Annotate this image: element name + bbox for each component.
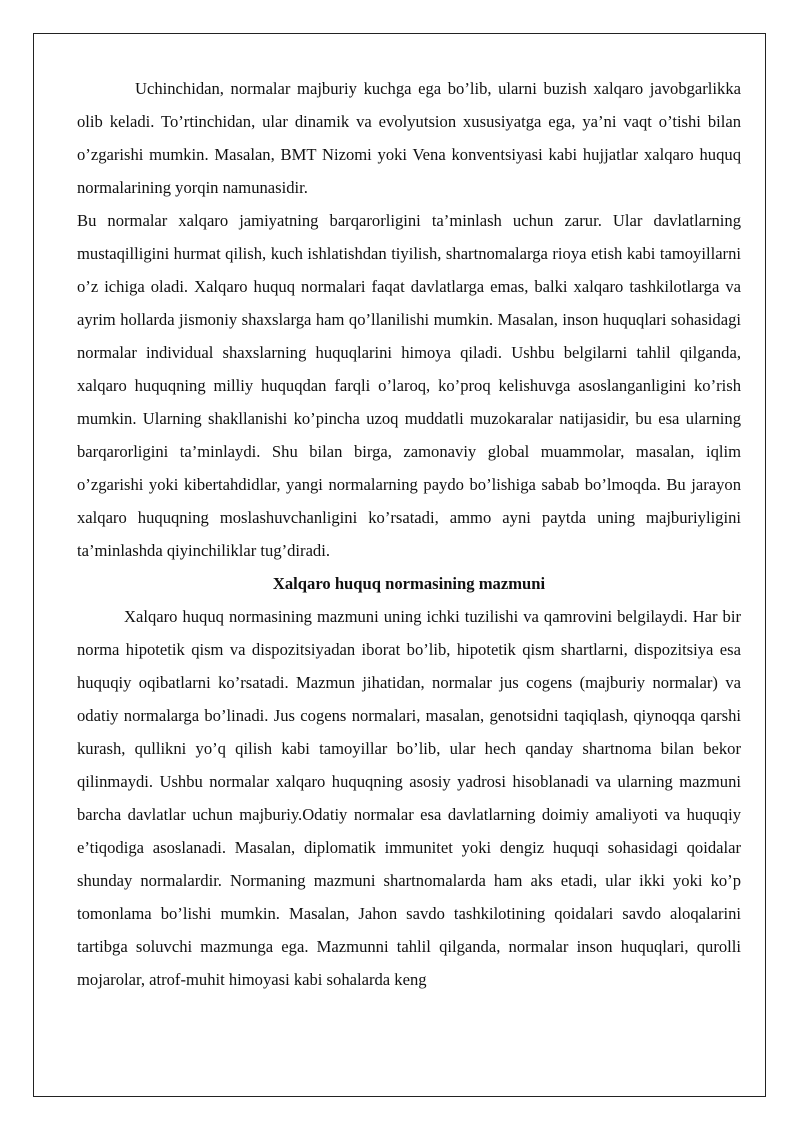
paragraph-2: Bu normalar xalqaro jamiyatning barqarorligini ta’minlash uchun zarur. Ular davlatlarning mustaqilligini hurmat qilish, kuch ishlatishdan tiyilish, shartnomalarga rioya etish kabi tamoyillarni o’z ichiga oladi. Xalqaro huquq normalari faqat davlatlarga emas, balki xalqaro tashkilotlarga va ayrim hollarda jismoniy shaxslarga ham qo’llanilishi mumkin. Masalan, inson huquqlari sohasidagi normalar individual shaxslarning huquqlarini himoya qiladi. Ushbu belgilarni tahlil qilganda, xalqaro huquqning milliy huquqdan farqli o’laroq, ko’proq kelishuvga asoslanganligini ko’rish mumkin. Ularning shakllanishi ko’pincha uzoq muddatli muzokaralar natijasidir, bu esa ularning barqarorligini ta’minlaydi. Shu bilan birga, zamonaviy global muammolar, masalan, iqlim o’zgarishi yoki kibertahdidlar, yangi normalarning paydo bo’lishiga sabab bo’lmoqda. Bu jarayon xalqaro huquqning moslashuvchanligini ko’rsatadi, ammo ayni paytda uning majburiyligini ta’minlashda qiyinchiliklar tug’diradi. <box>77 211 741 560</box>
section-heading: Xalqaro huquq normasining mazmuni <box>272 574 546 593</box>
section-paragraph: Xalqaro huquq normasining mazmuni uning ichki tuzilishi va qamrovini belgilaydi. Har bir norma hipotetik qism va dispozitsiyadan iborat bo’lib, hipotetik qism shartlarni, dispozitsiya esa huquqiy oqibatlarni ko’rsatadi. Mazmun jihatidan, normalar jus cogens (majburiy normalar) va odatiy normalarga bo’linadi. Jus cogens normalari, masalan, genotsidni taqiqlash, qiynoqqa qarshi kurash, qullikni yo’q qilish kabi tamoyillar bo’lib, ular hech qanday shartnoma bilan bekor qilinmaydi. Ushbu normalar xalqaro huquqning asosiy yadrosi hisoblanadi va ularning mazmuni barcha davlatlar uchun majburiy.Odatiy normalar esa davlatlarning doimiy amaliyoti va huquqiy e’tiqodiga asoslanadi. Masalan, diplomatik immunitet yoki dengiz huquqi sohasidagi qoidalar shunday normalardir. Normaning mazmuni shartnomalarda ham aks etadi, ular ikki yoki ko’p tomonlama bo’lishi mumkin. Masalan, Jahon savdo tashkilotining qoidalari savdo aloqalarini tartibga soluvchi mazmunga ega. Mazmunni tahlil qilganda, normalar inson huquqlari, qurolli mojarolar, atrof-muhit himoyasi kabi sohalarda keng <box>77 607 741 989</box>
paragraph-1: Uchinchidan, normalar majburiy kuchga ega bo’lib, ularni buzish xalqaro javobgarlikka olib keladi. To’rtinchidan, ular dinamik va evolyutsion xususiyatga ega, ya’ni vaqt o’tishi bilan o’zgarishi mumkin. Masalan, BMT Nizomi yoki Vena konventsiyasi kabi hujjatlar xalqaro huquq normalarining yorqin namunasidir. <box>77 79 741 197</box>
document-body <box>77 72 741 996</box>
